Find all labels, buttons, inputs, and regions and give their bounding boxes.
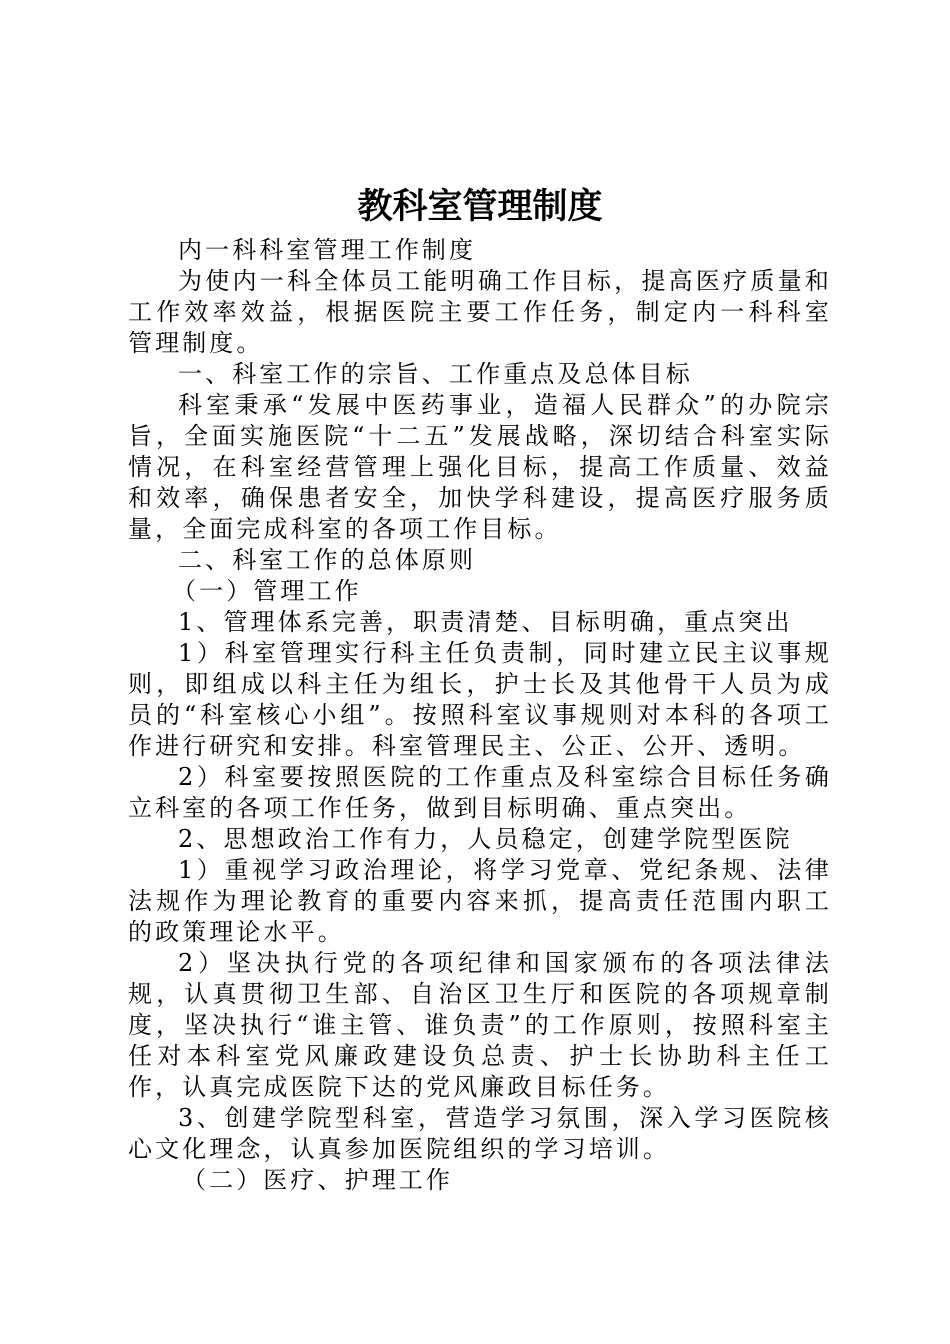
paragraph-mission: 科室秉承“发展中医药事业，造福人民群众”的办院宗旨，全面实施医院“十二五”发展战略，深切结合科室实际情况，在科室经营管理上强化目标，提高工作质量、效益和效率，确保患者安全，加快学科建设，提高医疗服务质量，全面完成科室的各项工作目标。: [128, 391, 832, 543]
paragraph-item-1-2: 2）科室要按照医院的工作重点及科室综合目标任务确立科室的各项工作任务，做到目标明确、重点突出。: [128, 763, 832, 822]
subsection-heading-medical: （二）医疗、护理工作: [182, 1166, 453, 1194]
section-heading-2: 二、科室工作的总体原则: [178, 546, 477, 574]
document-body: [128, 235, 832, 1196]
paragraph-item-2-1: 1）重视学习政治理论，将学习党章、党纪条规、法律法规作为理论教育的重要内容来抓，提高责任范围内职工的政策理论水平。: [128, 856, 832, 946]
document-title: 教科室管理制度: [357, 187, 603, 227]
section-heading-1: 一、科室工作的宗旨、工作重点及总体目标: [178, 360, 693, 388]
item-heading-1: 1、管理体系完善，职责清楚、目标明确，重点突出: [178, 608, 793, 636]
paragraph-dept-heading: 内一科科室管理工作制度: [178, 236, 477, 264]
item-heading-2: 2、思想政治工作有力，人员稳定，创建学院型医院: [178, 825, 793, 853]
paragraph-intro: 为使内一科全体员工能明确工作目标，提高医疗质量和工作效率效益，根据医院主要工作任务，制定内一科科室管理制度。: [128, 267, 832, 357]
subsection-heading-management: （一）管理工作: [172, 577, 362, 605]
paragraph-item-1-1: 1）科室管理实行科主任负责制，同时建立民主议事规则，即组成以科主任为组长，护士长及其他骨干人员为成员的“科室核心小组”。按照科室议事规则对本科的各项工作进行研究和安排。科室管理民主、公正、公开、透明。: [128, 639, 832, 760]
item-heading-3: 3、创建学院型科室，营造学习氛围，深入学习医院核心文化理念，认真参加医院组织的学习培训。: [128, 1104, 832, 1163]
paragraph-item-2-2: 2）坚决执行党的各项纪律和国家颁布的各项法律法规，认真贯彻卫生部、自治区卫生厅和医院的各项规章制度，坚决执行“谁主管、谁负责”的工作原则，按照科室主任对本科室党风廉政建设负总责、护士长协助科主任工作，认真完成医院下达的党风廉政目标任务。: [128, 949, 832, 1101]
